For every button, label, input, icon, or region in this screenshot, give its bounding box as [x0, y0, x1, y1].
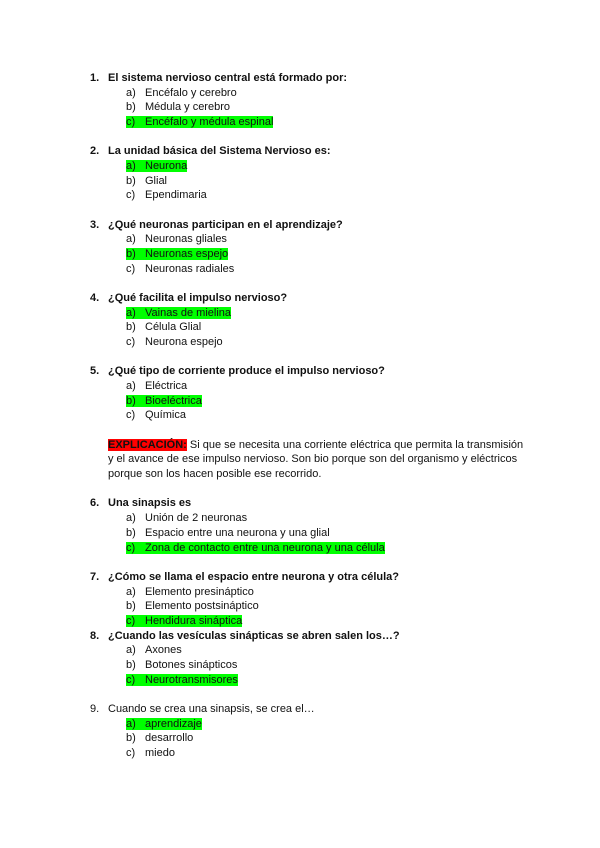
answer-option [126, 511, 247, 526]
option-text: Neuronas espejo [145, 248, 229, 261]
answer-content [126, 233, 227, 245]
option-letter: c) [126, 746, 136, 759]
option-letter: b) [126, 658, 136, 671]
option-letter: b) [126, 526, 136, 539]
option-text: Botones sinápticos [145, 658, 238, 671]
question-text: ¿Qué neuronas participan en el aprendizaje? [108, 218, 343, 231]
answer-content [126, 101, 230, 113]
option-letter: b) [126, 732, 136, 745]
question-1 [0, 71, 600, 86]
correct-answer-highlight [126, 542, 385, 554]
answer-option [126, 320, 201, 335]
answer-option [126, 643, 182, 658]
option-a [0, 232, 600, 247]
answer-content [126, 263, 234, 275]
explanation-body: Si que se necesita una corriente eléctrica que permita la transmisión [186, 438, 524, 451]
option-b [0, 100, 600, 115]
option-letter: b) [126, 101, 136, 114]
option-b [0, 731, 600, 746]
blank-line [0, 276, 600, 291]
option-b [0, 394, 600, 409]
question-5 [0, 364, 600, 379]
option-c [0, 746, 600, 761]
option-letter: a) [126, 585, 136, 598]
answer-content [126, 644, 182, 656]
question-number: 1. [90, 72, 100, 84]
option-text: Neuronas radiales [145, 262, 235, 275]
answer-option [126, 526, 330, 541]
option-a [0, 159, 600, 174]
option-letter: a) [126, 644, 136, 657]
answer-option [126, 746, 175, 761]
option-text: desarrollo [145, 732, 194, 745]
option-b [0, 174, 600, 189]
answer-option [126, 599, 259, 614]
question-text: ¿Cuando las vesículas sinápticas se abren salen los…? [108, 629, 400, 642]
option-letter: c) [126, 189, 136, 202]
correct-answer-highlight [126, 116, 273, 128]
answer-option [126, 232, 227, 247]
option-a [0, 306, 600, 321]
option-text: Elemento presináptico [145, 585, 254, 598]
blank-line [0, 555, 600, 570]
question-4 [0, 291, 600, 306]
correct-answer-highlight [126, 248, 228, 260]
question-number: 8. [90, 629, 100, 642]
option-letter: a) [126, 306, 136, 319]
option-letter: a) [126, 512, 136, 525]
answer-content [126, 175, 167, 187]
option-letter: a) [126, 86, 136, 99]
option-text: Vainas de mielina [145, 306, 232, 319]
question-2 [0, 144, 600, 159]
answer-option [126, 247, 228, 262]
answer-content [126, 586, 254, 598]
option-letter: a) [126, 717, 136, 730]
answer-option [126, 159, 187, 174]
option-text: Hendidura sináptica [145, 614, 243, 627]
question-text: La unidad básica del Sistema Nervioso es: [108, 145, 331, 158]
option-letter: b) [126, 394, 136, 407]
option-text: Glial [145, 174, 168, 187]
option-c [0, 262, 600, 277]
option-b [0, 658, 600, 673]
question-7 [0, 570, 600, 585]
option-text: Célula Glial [145, 321, 202, 334]
option-c [0, 115, 600, 130]
option-c [0, 541, 600, 556]
answer-option [126, 188, 207, 203]
option-a [0, 379, 600, 394]
answer-option [126, 86, 237, 101]
blank-line [0, 482, 600, 497]
answer-content [126, 380, 187, 392]
option-text: Encéfalo y médula espinal [145, 116, 274, 129]
answer-option [126, 717, 202, 732]
answer-option [126, 585, 254, 600]
question-text: ¿Qué tipo de corriente produce el impulso nervioso? [108, 365, 385, 378]
option-letter: c) [126, 262, 136, 275]
option-b [0, 526, 600, 541]
option-text: Encéfalo y cerebro [145, 86, 237, 99]
option-text: miedo [145, 746, 175, 759]
question-text: El sistema nervioso central está formado por: [108, 72, 348, 84]
option-text: Médula y cerebro [145, 101, 230, 114]
answer-option [126, 115, 273, 130]
option-text: Neurona espejo [145, 336, 223, 349]
question-3 [0, 218, 600, 233]
option-c [0, 408, 600, 423]
correct-answer-highlight [126, 160, 187, 172]
option-a [0, 717, 600, 732]
option-a [0, 86, 600, 101]
answer-option [126, 174, 167, 189]
blank-line [0, 687, 600, 702]
option-letter: c) [126, 673, 136, 686]
question-text: ¿Qué facilita el impulso nervioso? [108, 292, 288, 305]
option-letter: b) [126, 248, 136, 261]
question-6 [0, 496, 600, 511]
answer-content [126, 747, 175, 759]
answer-option [126, 408, 186, 423]
option-a [0, 643, 600, 658]
option-b [0, 599, 600, 614]
correct-answer-highlight [126, 307, 231, 319]
blank-line [0, 203, 600, 218]
option-a [0, 585, 600, 600]
option-text: Eléctrica [145, 380, 188, 393]
question-8 [0, 629, 600, 644]
blank-line [0, 130, 600, 145]
explanation-text [108, 467, 321, 482]
answer-option [126, 100, 230, 115]
answer-content [126, 732, 193, 744]
explanation-line [0, 467, 600, 482]
option-letter: c) [126, 409, 136, 422]
correct-answer-highlight [126, 395, 202, 407]
question-text: ¿Cómo se llama el espacio entre neurona y otra célula? [108, 570, 399, 583]
answer-content [126, 600, 259, 612]
answer-content [126, 321, 201, 333]
option-text: aprendizaje [145, 717, 202, 730]
option-letter: c) [126, 336, 136, 349]
correct-answer-highlight [126, 615, 242, 627]
option-text: Axones [145, 644, 182, 657]
explanation-line [0, 438, 600, 453]
option-letter: b) [126, 321, 136, 334]
option-text: Neurotransmisores [145, 673, 238, 686]
question-number: 9. [90, 702, 100, 715]
answer-option [126, 262, 234, 277]
answer-content [126, 512, 247, 524]
question-number: 4. [90, 292, 100, 305]
option-b [0, 320, 600, 335]
explanation-body: porque son los hacen posible ese recorrido. [108, 468, 322, 481]
explanation-text [108, 438, 523, 453]
explanation-body: y el avance de ese impulso nervioso. Son bio porque son del organismo y eléctricos [108, 453, 518, 466]
answer-content [126, 336, 223, 348]
explanation-line [0, 452, 600, 467]
option-text: Espacio entre una neurona y una glial [145, 526, 330, 539]
question-text: Cuando se crea una sinapsis, se crea el… [108, 702, 315, 715]
blank-line [0, 350, 600, 365]
option-text: Bioeléctrica [145, 394, 202, 407]
option-text: Química [145, 409, 186, 422]
explanation-text [108, 452, 517, 467]
question-number: 7. [90, 570, 100, 583]
option-text: Ependimaria [145, 189, 207, 202]
option-letter: a) [126, 160, 136, 173]
option-letter: a) [126, 233, 136, 246]
option-letter: c) [126, 116, 136, 129]
answer-option [126, 541, 385, 556]
answer-option [126, 731, 193, 746]
answer-content [126, 659, 237, 671]
answer-option [126, 614, 242, 629]
answer-content [126, 527, 330, 539]
answer-option [126, 335, 223, 350]
option-c [0, 188, 600, 203]
option-letter: a) [126, 380, 136, 393]
correct-answer-highlight [126, 718, 202, 730]
option-b [0, 247, 600, 262]
question-9 [0, 702, 600, 717]
answer-option [126, 379, 187, 394]
option-letter: c) [126, 614, 136, 627]
answer-option [126, 306, 231, 321]
answer-content [126, 189, 207, 201]
option-text: Neurona [145, 160, 188, 173]
option-c [0, 614, 600, 629]
answer-option [126, 658, 237, 673]
option-letter: c) [126, 541, 136, 554]
answer-option [126, 673, 238, 688]
answer-content [126, 87, 237, 99]
correct-answer-highlight [126, 674, 238, 686]
option-c [0, 673, 600, 688]
quiz-document [0, 71, 600, 761]
option-letter: b) [126, 174, 136, 187]
answer-option [126, 394, 202, 409]
option-a [0, 511, 600, 526]
question-number: 6. [90, 497, 100, 510]
question-number: 3. [90, 218, 100, 231]
option-text: Elemento postsináptico [145, 600, 259, 613]
option-letter: b) [126, 600, 136, 613]
option-text: Neuronas gliales [145, 233, 227, 246]
question-number: 2. [90, 145, 100, 158]
answer-content [126, 409, 186, 421]
question-number: 5. [90, 365, 100, 378]
option-text: Unión de 2 neuronas [145, 512, 248, 525]
explanation-label: EXPLICACIÓN: [108, 438, 187, 451]
option-text: Zona de contacto entre una neurona y una célula [145, 541, 385, 554]
option-c [0, 335, 600, 350]
question-text: Una sinapsis es [108, 497, 192, 510]
blank-line [0, 423, 600, 438]
